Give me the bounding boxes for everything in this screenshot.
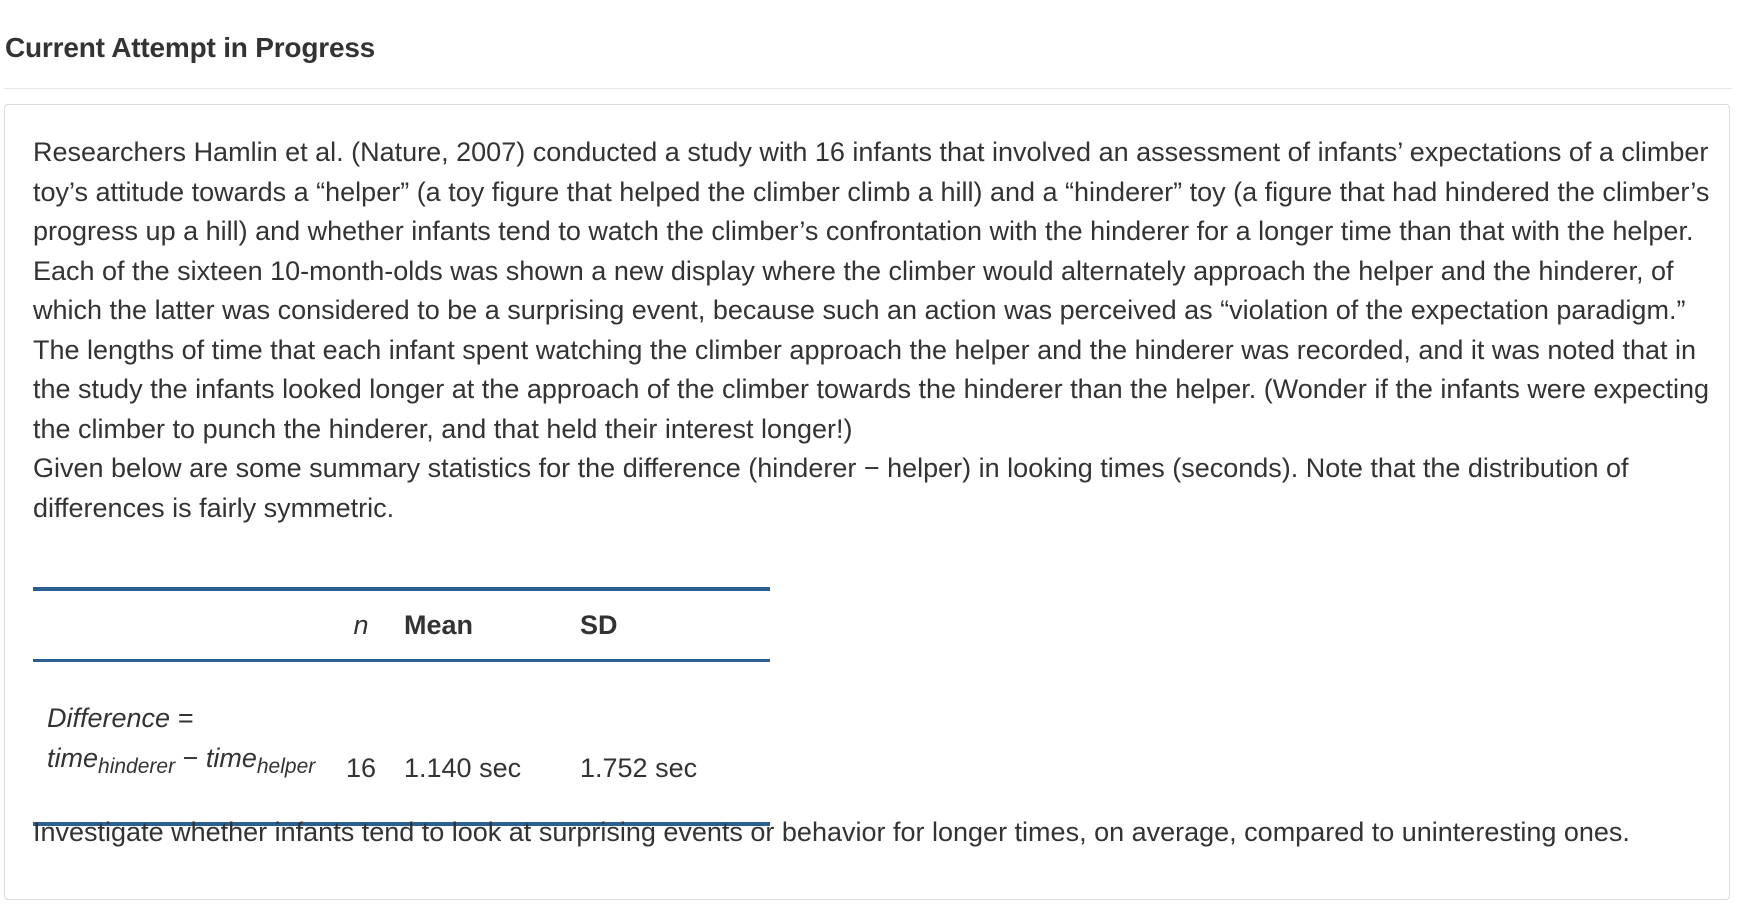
question-text (33, 133, 1713, 528)
table-row (33, 661, 770, 825)
table-header-mean: Mean (404, 609, 474, 640)
page-title: Current Attempt in Progress (5, 32, 376, 63)
table-cell-mean: 1.140 sec (404, 752, 522, 783)
row-label-line1: Difference = (47, 702, 194, 733)
row-label-sub-hinderer: hinderer (98, 754, 176, 778)
table-header-row (33, 589, 770, 661)
table-row-label (33, 661, 318, 825)
table-cell-n: 16 (345, 752, 377, 783)
table-header-sd: SD (580, 609, 618, 640)
page-header (4, 0, 1732, 89)
row-label-line2 (47, 738, 318, 787)
table-cell-sd: 1.752 sec (580, 752, 698, 783)
question-paragraph-1: Researchers Hamlin et al. (Nature, 2007) conducted a study with 16 infants that involved an assessment of infants’ expectations of a climber toy’s attitude towards a “helper” (a toy figure that helped the climber climb a hill) and a “hinderer” toy (a figure that had hindered the climber’s progress up a hill) and whether infants tend to watch the climber’s confrontation with the hinderer for a longer time than that with the helper. Each of the sixteen 10-month-olds was shown a new display where the climber would alternately approach the helper and the hinderer, of which the latter was considered to be a surprising event, because such an action was perceived as “violation of the expectation paradigm.” The lengths of time that each infant spent watching the climber approach the helper and the hinderer was recorded, and it was noted that in the study the infants looked longer at the approach of the climber towards the hinderer than the helper. (Wonder if the infants were expecting the climber to punch the hinderer, and that held their interest longer!) (33, 137, 1710, 444)
question-card (4, 104, 1730, 900)
row-label-minus: − (175, 742, 206, 773)
row-label-sub-helper: helper (256, 754, 316, 778)
table-header-n: n (353, 609, 369, 640)
row-label-time2: time (205, 742, 257, 773)
table-header-label (33, 589, 318, 661)
question-conclusion: Investigate whether infants tend to look at surprising events or behavior for longer times, on average, compared to uninteresting ones. (33, 817, 1630, 847)
question-paragraph-2: Given below are some summary statistics for the difference (hinderer − helper) in looking times (seconds). Note that the distribution of differences is fairly symmetric. (33, 453, 1629, 523)
summary-statistics-table (33, 587, 770, 826)
row-label-time1: time (47, 742, 99, 773)
